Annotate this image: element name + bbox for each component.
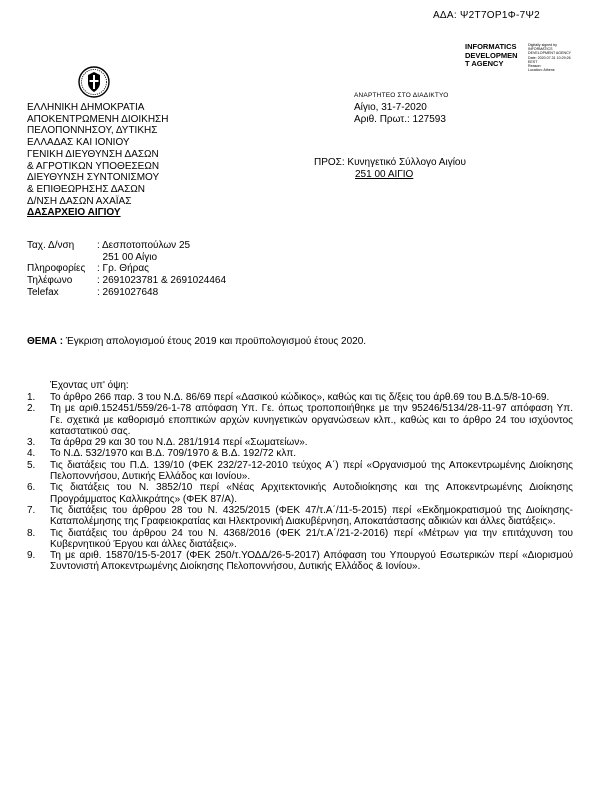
item-number: 7. [27,504,36,516]
contact-value: : Δεσποτοπούλων 25 [97,240,191,251]
posted-online-label: ΑΝΑΡΤΗΤΕΟ ΣΤΟ ΔΙΑΔΙΚΤΥΟ [354,92,449,99]
contact-label: Τηλέφωνο [27,275,73,287]
item-text: Τις διατάξεις του Ν. 3852/10 περί «Νέας Αρχιτεκτονικής Αυτοδιοίκησης και της Αποκεντρωμένης Διοίκησης Προγράμματος Καλλικράτης» (ΦΕΚ 87/Α). [50,482,573,505]
signature-detail-line: Reason: [528,64,542,69]
document-date: Αίγιο, 31-7-2020 [354,102,427,113]
place-date-block [354,102,446,125]
item-number: 6. [27,482,36,494]
sender-line: Δ/ΝΣΗ ΔΑΣΩΝ ΑΧΑΪΑΣ [27,195,132,207]
signer-line: T AGENCY [465,59,504,69]
item-text: Τη με αριθ.152451/559/26-1-78 απόφαση Υπ. Γε. όπως τροποποιήθηκε με την 95246/5134/28-11-97 απόφαση Υπ. Γε. σχετικά με καθορισμό εποπτικών αρχών κυνηγετικών οργανώσεων κλπ., καθώς και το άρθρο 24 του ισχύοντος καταστατικού σας. [50,403,573,437]
item-number: 8. [27,527,36,539]
item-text: Τα άρθρα 29 και 30 του Ν.Δ. 281/1914 περί «Σωματείων». [50,437,308,449]
contact-label: Ταχ. Δ/νση [27,240,75,251]
item-number: 2. [27,403,36,415]
sender-line: ΔΙΕΥΘΥΝΣΗ ΣΥΝΤΟΝΙΣΜΟΥ [27,172,160,184]
list-item [27,550,573,573]
list-item [27,528,573,551]
list-item [27,460,573,483]
contact-label [27,252,97,264]
signer-line: INFORMATICS [465,42,517,51]
list-item [27,448,573,459]
item-number: 1. [27,392,36,403]
list-item [27,505,573,528]
contact-block [27,240,226,299]
sender-line: & ΕΠΙΘΕΩΡΗΣΗΣ ΔΑΣΩΝ [27,183,145,195]
legal-basis-list [27,392,573,573]
ada-code: ΑΔΑ: Ψ2Τ7ΟΡ1Φ-7Ψ2 [432,10,540,21]
subject-text: Έγκριση απολογισμού έτους 2019 και προϋπολογισμού έτους 2020. [63,336,367,347]
contact-value: 251 00 Αίγιο [97,251,158,263]
office-name: ΔΑΣΑΡΧΕΙΟ ΑΙΓΙΟΥ [27,207,121,219]
contact-value: : 2691023781 & 2691024464 [97,275,227,287]
contact-row [27,287,226,299]
list-item [27,482,573,505]
considering-heading: Έχοντας υπ' όψη: [50,380,129,391]
recipient-address: 251 00 ΑΙΓΙΟ [355,168,414,180]
item-text: Το άρθρο 266 παρ. 3 του Ν.Δ. 86/69 περί «Δασικού κώδικος», καθώς και τις δ/ξεις του άρθ.69 του Β.Δ.5/8-10-69. [50,392,550,403]
item-text: Τη με αριθ. 15870/15-5-2017 (ΦΕΚ 250/τ.ΥΟΔΔ/26-5-2017) Απόφαση του Υπουργού Εσωτερικών περί «Διορισμού Συντονιστή Αποκεντρωμένης Διοίκησης Πελοποννήσου, Δυτικής Ελλάδος & Ιονίου». [50,550,573,573]
sender-line: ΠΕΛΟΠΟΝΝΗΣΟΥ, ΔΥΤΙΚΗΣ [27,125,158,137]
contact-row [27,263,226,275]
sender-line: ΕΛΛΗΝΙΚΗ ΔΗΜΟΚΡΑΤΙΑ [27,102,145,113]
contact-label: Telefax [27,286,59,298]
contact-value: : Γρ. Θήρας [97,263,149,275]
item-text: Το Ν.Δ. 532/1970 και Β.Δ. 709/1970 & Β.Δ. 192/72 κλπ. [50,448,297,460]
signature-block [465,43,518,69]
contact-row [27,240,226,252]
item-number: 5. [27,459,36,471]
recipient-name: ΠΡΟΣ: Κυνηγετικό Σύλλογο Αιγίου [314,157,466,168]
contact-row [27,275,226,287]
signature-detail-line: Date: 2020.07.31 10:29:26 [528,55,571,60]
signature-details [528,43,571,72]
subject-label: ΘΕΜΑ : [27,336,64,347]
signature-detail-line: Location: Athens [528,68,555,73]
sender-block [27,102,168,219]
signature-detail-line: EEST [528,59,538,64]
list-item [27,403,573,437]
contact-label: Πληροφορίες [27,263,86,275]
item-text: Τις διατάξεις του Π.Δ. 139/10 (ΦΕΚ 232/27-12-2010 τεύχος Α΄) περί «Οργανισμού της Αποκεντρωμένης Διοίκησης Πελοποννήσου, Δυτικής Ελλάδος και Ιονίου». [50,459,573,483]
sender-line: ΑΠΟΚΕΝΤΡΩΜΕΝΗ ΔΙΟΙΚΗΣΗ [27,113,169,125]
signer-line: DEVELOPMEN [465,50,518,60]
sender-line: ΕΛΛΑΔΑΣ ΚΑΙ ΙΟΝΙΟΥ [27,137,130,149]
recipient-block [314,157,466,180]
list-item [27,392,573,403]
item-number: 9. [27,550,36,562]
list-item [27,437,573,448]
item-text: Τις διατάξεις του άρθρου 28 του Ν. 4325/2015 (ΦΕΚ 47/τ.Α΄/11-5-2015) περί «Εκδημοκρατισμού της Διοίκησης-Καταπολέμησης της Γραφειοκρατίας και Ηλεκτρονική Διακυβέρνηση, Αποκατάστασης αδικιών και άλλες διατάξεις». [50,504,573,528]
contact-value: : 2691027648 [97,286,159,298]
sender-line: ΓΕΝΙΚΗ ΔΙΕΥΘΥΝΣΗ ΔΑΣΩΝ [27,148,159,160]
signature-detail-line: INFORMATICS [528,47,553,52]
contact-table [27,240,226,299]
signature-detail-line: Digitally signed by [528,43,557,47]
sender-line: & ΑΓΡΟΤΙΚΩΝ ΥΠΟΘΕΣΕΩΝ [27,160,160,172]
contact-row [27,252,226,264]
subject-line [27,336,366,347]
signature-detail-line: DEVELOPMENT AGENCY [528,51,572,56]
item-text: Τις διατάξεις του άρθρου 24 του Ν. 4368/2016 (ΦΕΚ 21/τ.Α΄/21-2-2016) περί «Μέτρων για την επιτάχυνση του Κυβερνητικού Έργου και άλλες διατάξεις». [50,527,573,550]
greek-emblem-icon [78,66,110,98]
protocol-number: Αριθ. Πρωτ.: 127593 [354,113,446,125]
item-number: 4. [27,448,36,460]
item-number: 3. [27,437,36,449]
